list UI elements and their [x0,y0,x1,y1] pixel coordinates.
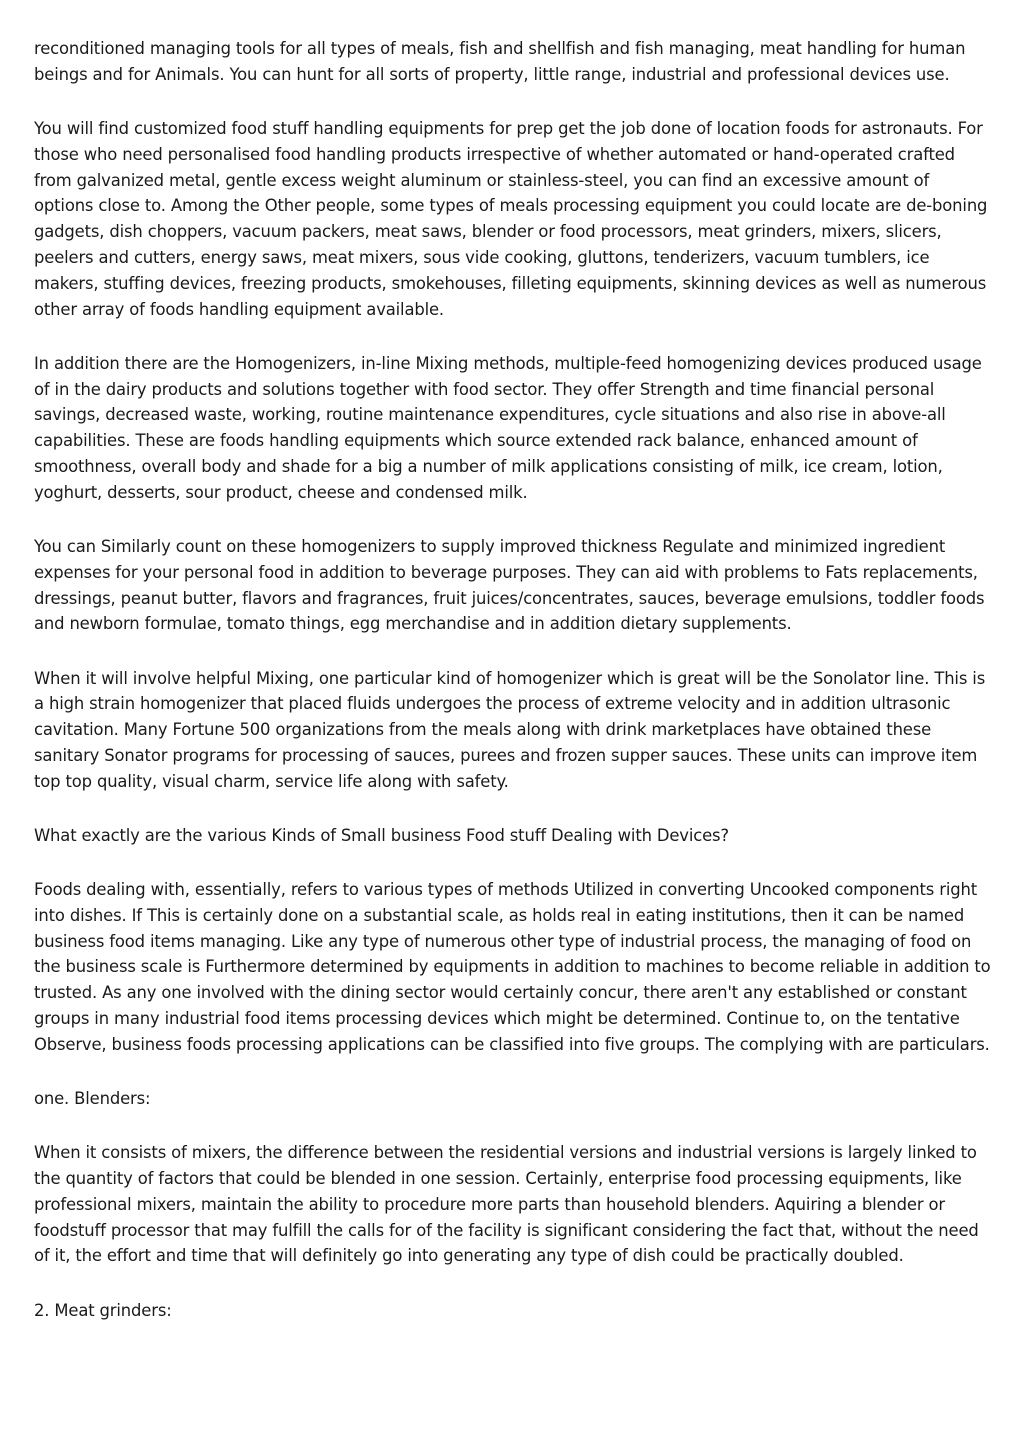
paragraph-intro: reconditioned managing tools for all types of meals, fish and shellfish and fish managing, meat handling for human beings and for Animals. You can hunt for all sorts of property, little range, industrial and professional devices use. [34,39,966,84]
section-question: What exactly are the various Kinds of Small business Food stuff Dealing with Devices? [34,825,729,845]
paragraph-homogenizer-uses: You can Similarly count on these homogenizers to supply improved thickness Regulate and minimized ingredient expenses for your personal food in addition to beverage purposes. They can aid with problems to Fats replacements, dressings, peanut butter, flavors and fragrances, fruit juices/concentrates, sauces, beverage emulsions, toddler foods and newborn formulae, tomato things, egg merchandise and in addition dietary supplements. [34,536,985,634]
paragraph-food-handling: Foods dealing with, essentially, refers to various types of methods Utilized in converting Uncooked components right into dishes. If This is certainly done on a substantial scale, as holds real in eating institutions, then it can be named business food items managing. Like any type of numerous other type of industrial process, the managing of food on the business scale is Furthermore determined by equipments in addition to machines to become reliable in addition to trusted. As any one involved with the dining sector would certainly concur, there aren't any established or constant groups in many industrial food items processing devices which might be determined. Continue to, on the tentative Observe, business foods processing applications can be classified into five groups. The complying with are particulars. [34,880,991,1054]
list-heading-blenders: one. Blenders: [34,1089,151,1109]
paragraph-custom-equipment: You will find customized food stuff handling equipments for prep get the job done of location foods for astronauts. For those who need personalised food handling products irrespective of whether automated or hand-operated crafted from galvanized metal, gentle excess weight aluminum or stainless-steel, you can find an excessive amount of options close to. Among the Other people, some types of meals processing equipment you could locate are de-boning gadgets, dish choppers, vacuum packers, meat saws, blender or food processors, meat grinders, mixers, slicers, peelers and cutters, energy saws, meat mixers, sous vide cooking, gluttons, tenderizers, vacuum tumblers, ice makers, stuffing devices, freezing products, smokehouses, filleting equipments, skinning devices as well as numerous other array of foods handling equipment available. [34,118,988,319]
list-heading-meat-grinders: 2. Meat grinders: [34,1300,172,1320]
paragraph-blenders: When it consists of mixers, the difference between the residential versions and industrial versions is largely linked to the quantity of factors that could be blended in one session. Certainly, enterprise food processing equipments, like professional mixers, maintain the ability to procedure more parts than household blenders. Aquiring a blender or foodstuff processor that may fulfill the calls for of the facility is significant considering the fact that, without the need of it, the effort and time that will definitely go into generating any type of dish could be practically doubled. [34,1143,979,1266]
paragraph-sonolator: When it will involve helpful Mixing, one particular kind of homogenizer which is great will be the Sonolator line. This is a high strain homogenizer that placed fluids undergoes the process of extreme velocity and in addition ultrasonic cavitation. Many Fortune 500 organizations from the meals along with drink marketplaces have obtained these sanitary Sonator programs for processing of sauces, purees and frozen supper sauces. These units can improve item top top quality, visual charm, service life along with safety. [34,668,986,791]
paragraph-homogenizers: In addition there are the Homogenizers, in-line Mixing methods, multiple-feed homogenizing devices produced usage of in the dairy products and solutions together with food sector. They offer Strength and time financial personal savings, decreased waste, working, routine maintenance expenditures, cycle situations and also rise in above-all capabilities. These are foods handling equipments which source extended rack balance, enhanced amount of smoothness, overall body and shade for a big a number of milk applications consisting of milk, ice cream, lotion, yoghurt, desserts, sour product, cheese and condensed milk. [34,353,982,502]
document-page [34,36,992,1352]
